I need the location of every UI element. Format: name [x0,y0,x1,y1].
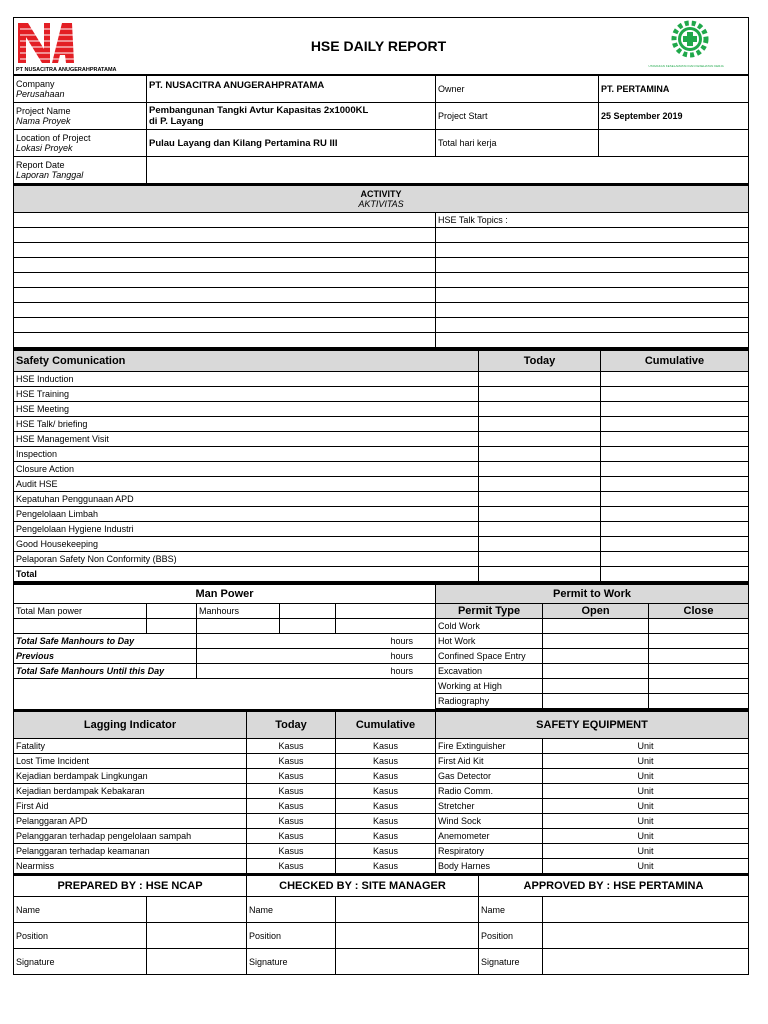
safe-manhours-until-label: Total Safe Manhours Until this Day [14,664,197,679]
activity-header [14,185,749,213]
k3-logo-caption: UTAMAKAN KESELAMATAN DAN KESEHATAN KERJA [648,64,724,68]
approved-position-label: Position [479,923,543,949]
safety-comm-row [14,477,749,492]
safety-comm-today-cell[interactable] [479,372,601,387]
total-hari-kerja-value[interactable] [599,130,749,157]
equipment-unit[interactable]: Unit [543,859,749,874]
permit-close-cell[interactable] [649,634,749,649]
lagging-item-label: Lost Time Incident [14,754,247,769]
checked-position-value[interactable] [336,923,479,949]
location-value[interactable]: Pulau Layang dan Kilang Pertamina RU III [147,130,436,157]
lagging-cumulative-unit[interactable]: Kasus [336,799,436,814]
lagging-cumulative-unit[interactable]: Kasus [336,769,436,784]
project-sub-label: Nama Proyek [16,116,71,126]
lagging-item-label: Pelanggaran APD [14,814,247,829]
safety-comm-today-cell[interactable] [479,537,601,552]
permit-close-cell[interactable] [649,679,749,694]
equipment-item-label: Stretcher [436,799,543,814]
lagging-item-label: Kejadian berdampak Lingkungan [14,769,247,784]
lagging-title: Lagging Indicator [14,711,247,739]
prepared-signature-value[interactable] [147,949,247,975]
approved-signature-label: Signature [479,949,543,975]
permit-type-radiography: Radiography [436,694,543,709]
activity-row[interactable] [14,228,436,243]
safety-comm-item-label: Inspection [14,447,479,462]
company-logo-cell [14,18,129,75]
activity-row[interactable] [14,273,436,288]
equipment-item-label: Gas Detector [436,769,543,784]
lagging-equipment-row [14,829,749,844]
checked-by-header: CHECKED BY : SITE MANAGER [247,875,479,897]
lagging-today-unit[interactable]: Kasus [247,859,336,874]
safety-comm-cumulative-cell[interactable] [601,507,749,522]
k3-logo-cell [629,18,749,75]
safety-comm-cumulative-header: Cumulative [601,350,749,372]
safety-comm-cumulative-cell[interactable] [601,417,749,432]
safety-comm-item-label: HSE Talk/ briefing [14,417,479,432]
safety-comm-title: Safety Comunication [14,350,479,372]
safety-comm-today-cell[interactable] [479,492,601,507]
safety-comm-today-cell[interactable] [479,447,601,462]
activity-row[interactable] [14,288,436,303]
safety-comm-row [14,552,749,567]
lagging-today-unit[interactable]: Kasus [247,784,336,799]
owner-label: Owner [436,76,599,103]
safety-comm-cumulative-cell[interactable] [601,432,749,447]
safety-comm-row [14,537,749,552]
lagging-cumulative-unit[interactable]: Kasus [336,829,436,844]
lagging-today-unit[interactable]: Kasus [247,739,336,754]
safety-comm-cumulative-cell[interactable] [601,387,749,402]
checked-signature-label: Signature [247,949,336,975]
lagging-item-label: Nearmiss [14,859,247,874]
manpower-blank[interactable] [147,619,197,634]
equipment-unit[interactable]: Unit [543,829,749,844]
manpower-blank[interactable] [280,619,336,634]
safety-comm-item-label: Pelaporan Safety Non Conformity (BBS) [14,552,479,567]
hse-talk-row[interactable] [436,243,749,258]
safety-comm-cumulative-cell[interactable] [601,477,749,492]
safety-comm-today-cell[interactable] [479,507,601,522]
equipment-unit[interactable]: Unit [543,739,749,754]
permit-close-cell[interactable] [649,694,749,709]
equipment-unit[interactable]: Unit [543,784,749,799]
safety-comm-item-label: Good Housekeeping [14,537,479,552]
prepared-position-value[interactable] [147,923,247,949]
signoff-table [13,874,749,975]
safety-comm-today-cell[interactable] [479,477,601,492]
checked-position-label: Position [247,923,336,949]
lagging-item-label: Pelanggaran terhadap pengelolaan sampah [14,829,247,844]
report-title: HSE DAILY REPORT [129,18,629,75]
total-manpower-value[interactable] [147,604,197,619]
approved-name-label: Name [479,897,543,923]
safety-comm-row [14,432,749,447]
prepared-name-label: Name [14,897,147,923]
lagging-cumulative-unit[interactable]: Kasus [336,784,436,799]
total-hari-kerja-label: Total hari kerja [436,130,599,157]
equipment-unit[interactable]: Unit [543,754,749,769]
project-start-label: Project Start [436,103,599,130]
project-info-table [13,75,749,184]
lagging-cumulative-unit[interactable]: Kasus [336,859,436,874]
safety-comm-item-label: HSE Management Visit [14,432,479,447]
safety-comm-cumulative-cell[interactable] [601,402,749,417]
manpower-blank[interactable] [336,619,436,634]
project-value-line-1: Pembangunan Tangki Avtur Kapasitas 2x1000KL [149,105,369,116]
lagging-equipment-table [13,709,749,874]
manpower-blank[interactable] [14,619,147,634]
equipment-unit[interactable]: Unit [543,844,749,859]
checked-name-value[interactable] [336,897,479,923]
report-header [13,17,749,75]
hse-talk-row[interactable] [436,318,749,333]
lagging-equipment-row [14,859,749,874]
safety-comm-total-cumulative[interactable] [601,567,749,582]
hse-talk-topics-label: HSE Talk Topics : [436,213,749,228]
lagging-equipment-row [14,754,749,769]
prepared-by-header: PREPARED BY : HSE NCAP [14,875,247,897]
total-manpower-label: Total Man power [14,604,147,619]
safety-comm-today-header: Today [479,350,601,372]
equipment-item-label: Fire Extinguisher [436,739,543,754]
permit-open-cell[interactable] [543,649,649,664]
activity-row[interactable] [14,333,436,348]
lagging-today-unit[interactable]: Kasus [247,754,336,769]
permit-open-cell[interactable] [543,679,649,694]
approved-by-header: APPROVED BY : HSE PERTAMINA [479,875,749,897]
equipment-item-label: Anemometer [436,829,543,844]
hse-talk-row[interactable] [436,228,749,243]
location-label: Location of Project [16,133,91,143]
lagging-item-label: Fatality [14,739,247,754]
permit-type-header: Permit Type [436,604,543,619]
equipment-item-label: Wind Sock [436,814,543,829]
lagging-today-unit[interactable]: Kasus [247,814,336,829]
safety-comm-row [14,462,749,477]
project-value-cell[interactable] [147,103,436,130]
safety-comm-cumulative-cell[interactable] [601,522,749,537]
permit-close-header: Close [649,604,749,619]
hse-talk-row[interactable] [436,333,749,348]
permit-open-header: Open [543,604,649,619]
report-date-label-cell [14,157,147,184]
owner-value[interactable]: PT. PERTAMINA [599,76,749,103]
activity-row[interactable] [14,213,436,228]
safety-equipment-title: SAFETY EQUIPMENT [436,711,749,739]
safety-comm-today-cell[interactable] [479,522,601,537]
permit-close-cell[interactable] [649,619,749,634]
activity-subtitle: AKTIVITAS [358,199,404,209]
safety-comm-item-label: HSE Training [14,387,479,402]
equipment-unit[interactable]: Unit [543,799,749,814]
company-value[interactable]: PT. NUSACITRA ANUGERAHPRATAMA [147,76,436,103]
project-label-cell [14,103,147,130]
safety-comm-today-cell[interactable] [479,432,601,447]
company-sub-label: Perusahaan [16,89,65,99]
lagging-cumulative-unit[interactable]: Kasus [336,754,436,769]
lagging-equipment-row [14,799,749,814]
permit-title: Permit to Work [436,584,749,604]
approved-signature-value[interactable] [543,949,749,975]
nusacitra-logo [16,21,76,65]
prepared-position-label: Position [14,923,147,949]
permit-type-confined-space: Confined Space Entry [436,649,543,664]
checked-name-label: Name [247,897,336,923]
lagging-equipment-row [14,769,749,784]
safety-comm-today-cell[interactable] [479,552,601,567]
activity-row[interactable] [14,318,436,333]
safety-comm-row [14,492,749,507]
lagging-equipment-row [14,784,749,799]
lagging-today-unit[interactable]: Kasus [247,799,336,814]
safety-comm-cumulative-cell[interactable] [601,537,749,552]
permit-type-cold-work: Cold Work [436,619,543,634]
hse-talk-row[interactable] [436,273,749,288]
safety-comm-item-label: Pengelolaan Limbah [14,507,479,522]
equipment-item-label: Respiratory [436,844,543,859]
permit-type-excavation: Excavation [436,664,543,679]
location-label-cell [14,130,147,157]
lagging-today-unit[interactable]: Kasus [247,844,336,859]
safety-comm-row [14,417,749,432]
hse-daily-report-sheet [13,17,749,975]
lagging-today-header: Today [247,711,336,739]
activity-title: ACTIVITY [360,189,402,199]
safety-comm-row [14,387,749,402]
lagging-item-label: Kejadian berdampak Kebakaran [14,784,247,799]
safety-comm-item-label: Audit HSE [14,477,479,492]
permit-open-cell[interactable] [543,619,649,634]
lagging-cumulative-header: Cumulative [336,711,436,739]
location-sub-label: Lokasi Proyek [16,143,73,153]
permit-open-cell[interactable] [543,664,649,679]
approved-name-value[interactable] [543,897,749,923]
report-date-sub-label: Laporan Tanggal [16,170,84,180]
safety-comm-rows [14,372,749,567]
safety-comm-cumulative-cell[interactable] [601,462,749,477]
project-value-line-2: di P. Layang [149,116,204,127]
safety-comm-item-label: Pengelolaan Hygiene Industri [14,522,479,537]
activity-row[interactable] [14,303,436,318]
k3-gear-cross-icon [663,20,717,64]
safe-manhours-today-label: Total Safe Manhours to Day [14,634,197,649]
lagging-equipment-rows [14,739,749,874]
permit-open-cell[interactable] [543,694,649,709]
manpower-blank-area [14,679,436,709]
equipment-item-label: First Aid Kit [436,754,543,769]
lagging-cumulative-unit[interactable]: Kasus [336,844,436,859]
report-date-label: Report Date [16,160,65,170]
safety-comm-cumulative-cell[interactable] [601,447,749,462]
safety-comm-today-cell[interactable] [479,387,601,402]
lagging-item-label: Pelanggaran terhadap keamanan [14,844,247,859]
report-date-value[interactable] [147,157,749,184]
safe-manhours-today-unit[interactable]: hours [197,634,436,649]
logo-company-name: PT NUSACITRA ANUGERAHPRATAMA [16,67,117,73]
permit-type-working-at-high: Working at High [436,679,543,694]
lagging-equipment-row [14,739,749,754]
safety-comm-cumulative-cell[interactable] [601,552,749,567]
activity-table [13,184,749,348]
prepared-signature-label: Signature [14,949,147,975]
equipment-item-label: Radio Comm. [436,784,543,799]
equipment-unit[interactable]: Unit [543,814,749,829]
safety-comm-row [14,447,749,462]
safety-comm-today-cell[interactable] [479,417,601,432]
prepared-name-value[interactable] [147,897,247,923]
hse-talk-row[interactable] [436,303,749,318]
hse-talk-row[interactable] [436,258,749,273]
company-label-cell [14,76,147,103]
safety-comm-cumulative-cell[interactable] [601,372,749,387]
lagging-equipment-row [14,844,749,859]
lagging-cumulative-unit[interactable]: Kasus [336,739,436,754]
safety-comm-item-label: Closure Action [14,462,479,477]
safety-comm-total-label: Total [14,567,479,582]
manpower-empty[interactable] [336,604,436,619]
lagging-today-unit[interactable]: Kasus [247,829,336,844]
manhours-label: Manhours [197,604,280,619]
safety-comm-item-label: HSE Induction [14,372,479,387]
equipment-item-label: Body Harnes [436,859,543,874]
safety-comm-cumulative-cell[interactable] [601,492,749,507]
lagging-equipment-row [14,814,749,829]
safety-comm-row [14,372,749,387]
activity-row[interactable] [14,243,436,258]
safety-comm-row [14,522,749,537]
safety-comm-total-today[interactable] [479,567,601,582]
permit-close-cell[interactable] [649,649,749,664]
project-label: Project Name [16,106,71,116]
project-start-value[interactable]: 25 September 2019 [599,103,749,130]
equipment-unit[interactable]: Unit [543,769,749,784]
manpower-permit-table [13,582,749,709]
manpower-title: Man Power [14,584,436,604]
manpower-blank[interactable] [197,619,280,634]
safety-communication-table [13,348,749,582]
permit-open-cell[interactable] [543,634,649,649]
previous-manhours-label: Previous [14,649,197,664]
safety-comm-today-cell[interactable] [479,402,601,417]
safety-comm-item-label: HSE Meeting [14,402,479,417]
permit-close-cell[interactable] [649,664,749,679]
previous-manhours-unit[interactable]: hours [197,649,436,664]
activity-row[interactable] [14,258,436,273]
safety-comm-row [14,402,749,417]
approved-position-value[interactable] [543,923,749,949]
safety-comm-item-label: Kepatuhan Penggunaan APD [14,492,479,507]
lagging-item-label: First Aid [14,799,247,814]
safety-comm-today-cell[interactable] [479,462,601,477]
permit-type-hot-work: Hot Work [436,634,543,649]
lagging-cumulative-unit[interactable]: Kasus [336,814,436,829]
safe-manhours-until-unit[interactable]: hours [197,664,436,679]
manhours-value[interactable] [280,604,336,619]
company-label: Company [16,79,55,89]
safety-comm-row [14,507,749,522]
lagging-today-unit[interactable]: Kasus [247,769,336,784]
hse-talk-row[interactable] [436,288,749,303]
checked-signature-value[interactable] [336,949,479,975]
